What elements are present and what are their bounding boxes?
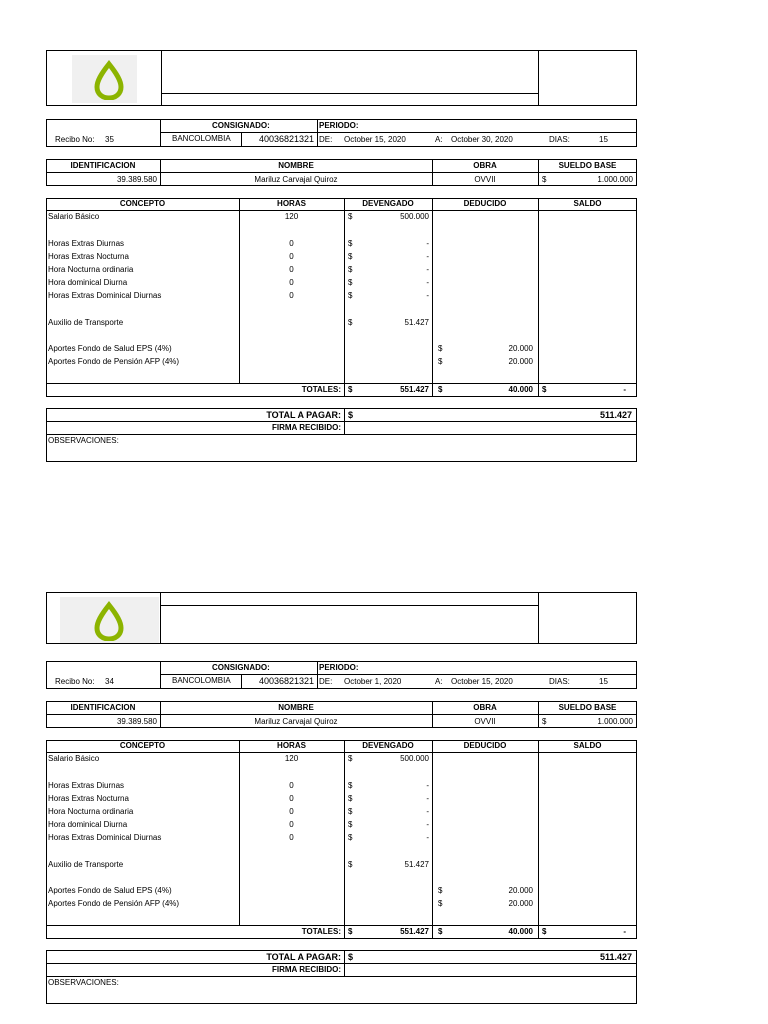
table-header-line [46,210,637,211]
nombre-label: NOMBRE [278,161,314,170]
strip-div-2 [241,132,242,147]
a-label: A: [435,135,443,144]
row-devengado: 51.427 [404,318,429,327]
payroll-receipt-35 [0,0,768,480]
firma-field[interactable] [345,422,636,434]
row-concepto: Auxilio de Transporte [48,318,124,327]
row-devengado-currency: $ [348,794,353,803]
row-concepto: Salario Básico [48,754,100,763]
row-concepto: Aportes Fondo de Salud EPS (4%) [48,886,172,895]
col-concepto: CONCEPTO [119,199,166,208]
total-devengado-currency: $ [348,385,353,394]
obra-label: OBRA [473,703,497,712]
account-number: 40036821321 [259,676,315,686]
row-concepto: Horas Extras Nocturna [48,252,129,261]
total-devengado-currency: $ [348,927,353,936]
row-devengado: - [426,781,429,790]
period-end: October 15, 2020 [451,677,513,686]
row-devengado: 500.000 [400,754,429,763]
period-end: October 30, 2020 [451,135,513,144]
recibo-label: Recibo No: [55,677,95,686]
total-pagar-label: TOTAL A PAGAR: [266,410,341,420]
period-start: October 1, 2020 [344,677,402,686]
row-devengado: - [426,278,429,287]
col-horas: HORAS [277,199,306,208]
firma-label: FIRMA RECIBIDO: [271,423,341,432]
col-div-deducido [432,740,433,939]
header-divider-left [160,592,161,644]
row-horas: 120 [284,754,299,763]
obra-value: OVVII [474,175,496,184]
sueldo-currency: $ [542,717,547,726]
sueldo-value: 1.000.000 [597,175,633,184]
col-div-devengado [344,198,345,397]
row-concepto: Hora Nocturna ordinaria [48,265,134,274]
bank-name: BANCOLOMBIA [172,134,231,143]
col-concepto: CONCEPTO [119,741,166,750]
row-deducido: 20.000 [508,886,533,895]
row-horas: 120 [284,212,299,221]
row-devengado-currency: $ [348,833,353,842]
total-deducido: 40.000 [508,927,533,936]
dias-label: DIAS: [549,677,570,686]
bank-name: BANCOLOMBIA [172,676,231,685]
obra-value: OVVII [474,717,496,726]
total-pagar-currency: $ [348,952,354,962]
period-start: October 15, 2020 [344,135,406,144]
table-totals-line [46,925,637,926]
strip-midline [160,674,637,675]
row-horas: 0 [289,252,294,261]
row-concepto: Horas Extras Diurnas [48,781,125,790]
row-concepto: Salario Básico [48,212,100,221]
row-deducido-currency: $ [438,886,443,895]
row-horas: 0 [289,291,294,300]
recibo-number: 35 [105,135,114,144]
logo-icon [89,60,129,100]
dias-value: 15 [599,677,608,686]
total-pagar-value: 511.427 [599,410,632,420]
identificacion-label: IDENTIFICACION [70,161,136,170]
total-devengado: 551.427 [400,385,429,394]
total-devengado: 551.427 [400,927,429,936]
row-concepto: Aportes Fondo de Salud EPS (4%) [48,344,172,353]
row-devengado: - [426,794,429,803]
row-concepto: Hora dominical Diurna [48,278,128,287]
row-deducido: 20.000 [508,357,533,366]
row-devengado-currency: $ [348,265,353,274]
total-deducido-currency: $ [438,927,443,936]
row-deducido-currency: $ [438,344,443,353]
nombre-value: Mariluz Carvajal Quiroz [254,175,338,184]
col-saldo: SALDO [573,741,602,750]
col-saldo: SALDO [573,199,602,208]
row-horas: 0 [289,278,294,287]
observaciones-label: OBSERVACIONES: [48,978,119,987]
col-div-deducido [432,198,433,397]
row-deducido: 20.000 [508,899,533,908]
strip-div-2 [241,674,242,689]
col-deducido: DEDUCIDO [463,741,507,750]
col-div-saldo [538,740,539,939]
row-devengado: - [426,833,429,842]
strip-div-1 [160,661,161,689]
totales-label: TOTALES: [301,385,341,394]
row-horas: 0 [289,807,294,816]
total-deducido: 40.000 [508,385,533,394]
a-label: A: [435,677,443,686]
row-concepto: Horas Extras Diurnas [48,239,125,248]
totales-label: TOTALES: [301,927,341,936]
row-concepto: Aportes Fondo de Pensión AFP (4%) [48,899,180,908]
row-devengado-currency: $ [348,754,353,763]
nombre-label: NOMBRE [278,703,314,712]
total-saldo-currency: $ [542,385,547,394]
row-devengado-currency: $ [348,820,353,829]
strip-div-1 [160,119,161,147]
dias-value: 15 [599,135,608,144]
total-saldo: - [623,927,626,936]
firma-field[interactable] [345,964,636,976]
strip-div-3 [317,119,318,147]
id-midline [46,172,637,173]
col-div-saldo [538,198,539,397]
row-devengado: - [426,252,429,261]
pay-line-2 [46,976,637,977]
row-devengado-currency: $ [348,318,353,327]
table-totals-line [46,383,637,384]
logo-icon [89,601,129,641]
row-horas: 0 [289,781,294,790]
header-divider-right [538,50,539,106]
row-concepto: Horas Extras Dominical Diurnas [48,291,162,300]
sueldo-label: SUELDO BASE [558,703,617,712]
row-devengado: - [426,820,429,829]
row-concepto: Hora dominical Diurna [48,820,128,829]
de-label: DE: [319,677,333,686]
row-devengado: 51.427 [404,860,429,869]
row-deducido-currency: $ [438,899,443,908]
sueldo-currency: $ [542,175,547,184]
total-deducido-currency: $ [438,385,443,394]
consignado-label: CONSIGNADO: [212,663,270,672]
observaciones-field[interactable] [47,988,636,1003]
row-devengado-currency: $ [348,212,353,221]
de-label: DE: [319,135,333,144]
row-devengado-currency: $ [348,807,353,816]
row-horas: 0 [289,265,294,274]
row-deducido-currency: $ [438,357,443,366]
row-devengado: 500.000 [400,212,429,221]
row-devengado-currency: $ [348,278,353,287]
identificacion-value: 39.389.580 [116,717,157,726]
account-number: 40036821321 [259,134,315,144]
identificacion-label: IDENTIFICACION [70,703,136,712]
recibo-number: 34 [105,677,114,686]
total-saldo: - [623,385,626,394]
row-devengado-currency: $ [348,239,353,248]
col-deducido: DEDUCIDO [463,199,507,208]
dias-label: DIAS: [549,135,570,144]
row-concepto: Horas Extras Nocturna [48,794,129,803]
id-midline [46,714,637,715]
row-concepto: Auxilio de Transporte [48,860,124,869]
col-devengado: DEVENGADO [362,199,414,208]
row-devengado: - [426,239,429,248]
header-line [160,605,538,606]
sueldo-label: SUELDO BASE [558,161,617,170]
row-devengado: - [426,807,429,816]
payroll-receipt-34 [0,542,768,1022]
nombre-value: Mariluz Carvajal Quiroz [254,717,338,726]
row-concepto: Hora Nocturna ordinaria [48,807,134,816]
sueldo-value: 1.000.000 [597,717,633,726]
recibo-label: Recibo No: [55,135,95,144]
row-horas: 0 [289,794,294,803]
row-devengado: - [426,291,429,300]
identificacion-value: 39.389.580 [116,175,157,184]
col-div-devengado [344,740,345,939]
observaciones-field[interactable] [47,446,636,461]
row-devengado-currency: $ [348,781,353,790]
total-pagar-value: 511.427 [599,952,632,962]
row-devengado: - [426,265,429,274]
row-devengado-currency: $ [348,860,353,869]
consignado-label: CONSIGNADO: [212,121,270,130]
header-divider-right [538,592,539,644]
row-concepto: Horas Extras Dominical Diurnas [48,833,162,842]
total-pagar-label: TOTAL A PAGAR: [266,952,341,962]
header-divider-left [161,50,162,106]
table-header-line [46,752,637,753]
col-devengado: DEVENGADO [362,741,414,750]
row-horas: 0 [289,833,294,842]
col-horas: HORAS [277,741,306,750]
observaciones-label: OBSERVACIONES: [48,436,119,445]
row-devengado-currency: $ [348,291,353,300]
periodo-label: PERIODO: [319,121,359,130]
total-saldo-currency: $ [542,927,547,936]
strip-div-3 [317,661,318,689]
obra-label: OBRA [473,161,497,170]
row-deducido: 20.000 [508,344,533,353]
row-horas: 0 [289,239,294,248]
row-concepto: Aportes Fondo de Pensión AFP (4%) [48,357,180,366]
row-horas: 0 [289,820,294,829]
total-pagar-currency: $ [348,410,354,420]
pay-line-2 [46,434,637,435]
firma-label: FIRMA RECIBIDO: [271,965,341,974]
header-line [161,93,538,94]
strip-midline [160,132,637,133]
periodo-label: PERIODO: [319,663,359,672]
row-devengado-currency: $ [348,252,353,261]
